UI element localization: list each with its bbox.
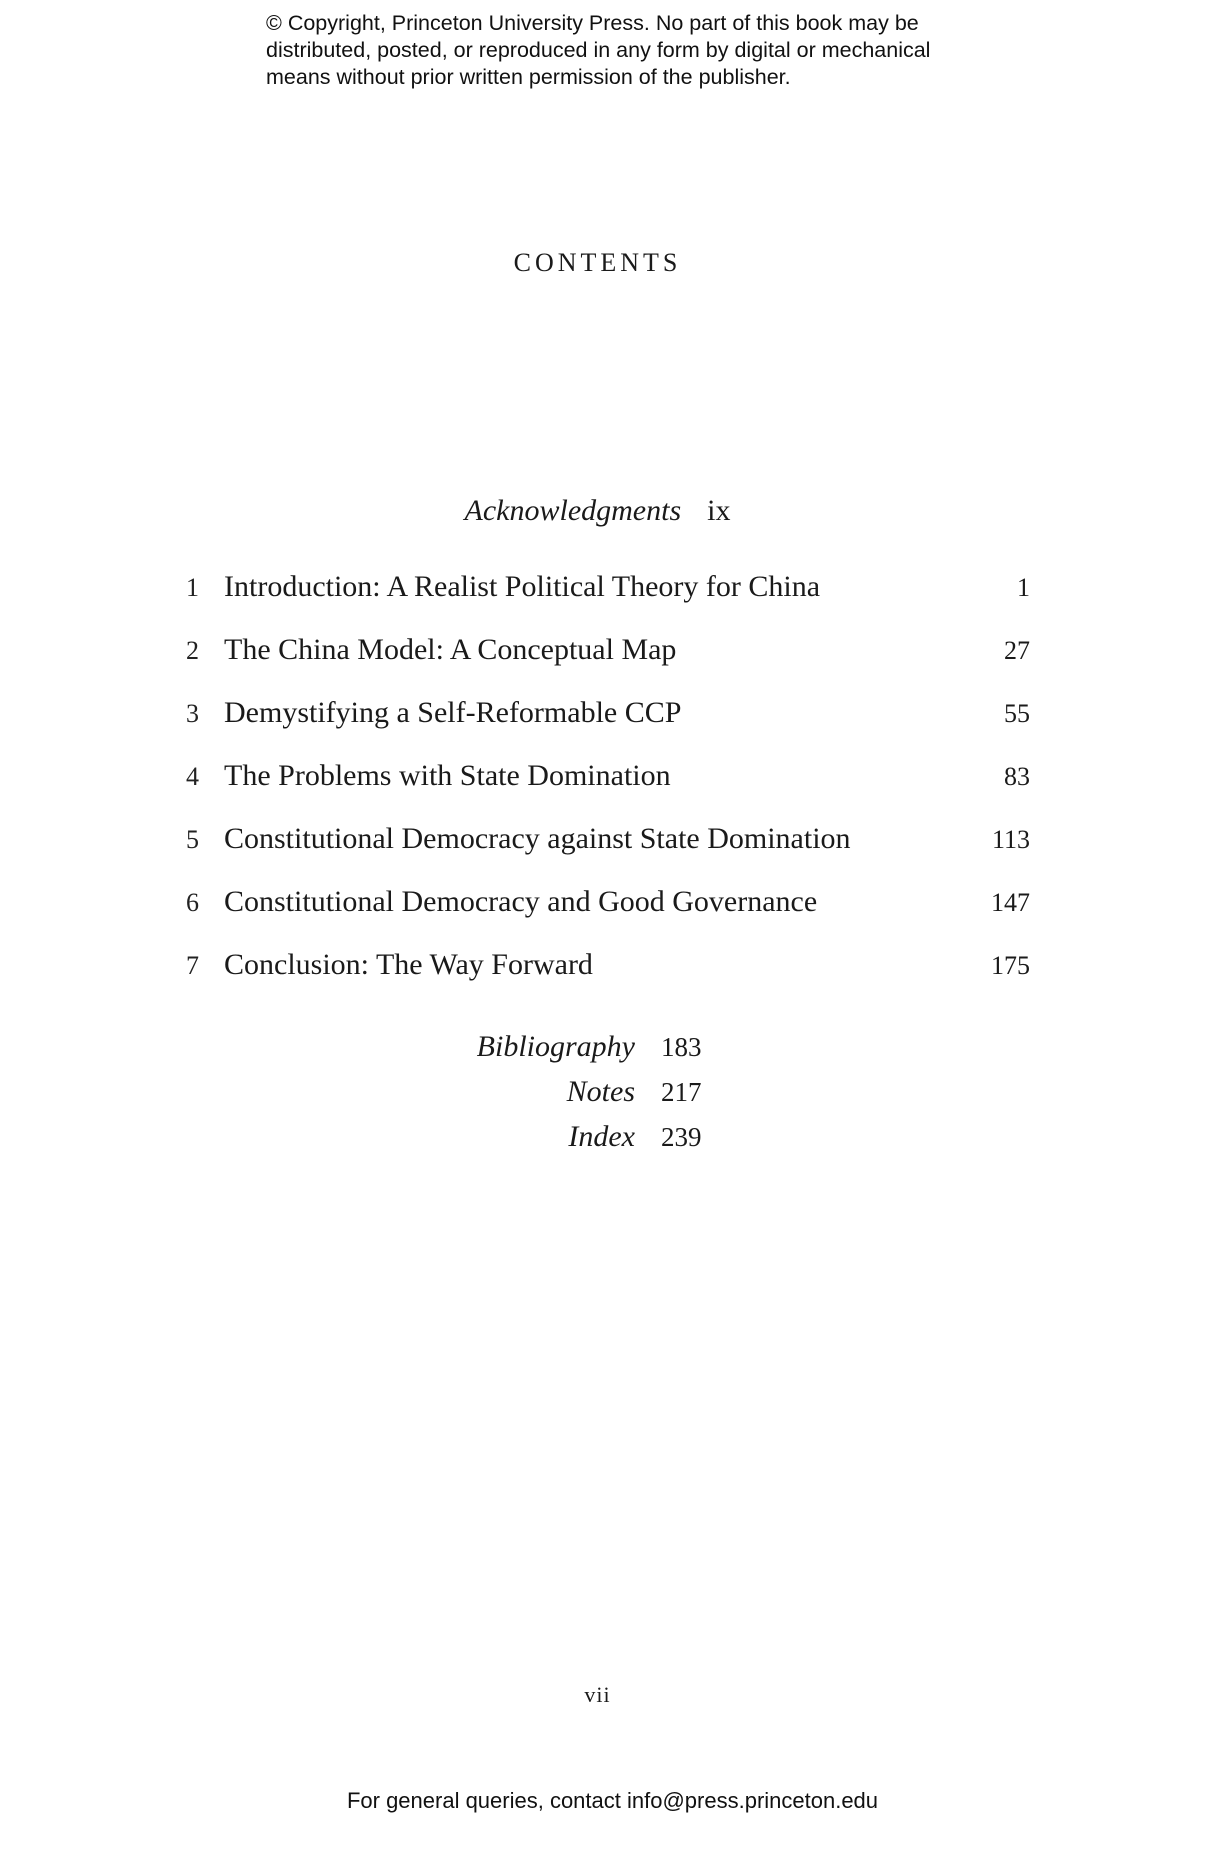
chapter-title: Constitutional Democracy against State Domination: [224, 822, 851, 855]
chapter-number: 5: [186, 825, 199, 854]
back-matter-page: 239: [661, 1122, 702, 1152]
back-matter-label: Bibliography: [476, 1030, 635, 1063]
toc-chapter-row[interactable]: [175, 570, 1030, 633]
toc-chapter-row[interactable]: [175, 696, 1030, 759]
back-matter-page: 217: [661, 1077, 702, 1107]
toc-chapter-row[interactable]: [175, 948, 1030, 1011]
back-matter-row[interactable]: [0, 1030, 1195, 1075]
toc-chapter-row[interactable]: [175, 633, 1030, 696]
toc-chapter-row[interactable]: [175, 822, 1030, 885]
chapter-page: 175: [991, 951, 1030, 980]
chapter-page: 113: [991, 825, 1030, 854]
copyright-notice: [266, 10, 986, 91]
chapter-number: 4: [186, 762, 199, 791]
copyright-line: © Copyright, Princeton University Press. No part of this book may be: [266, 11, 919, 35]
toc-front-matter: [0, 494, 1195, 528]
chapter-number: 2: [186, 636, 199, 665]
chapter-title: Demystifying a Self-Reformable CCP: [224, 696, 682, 729]
front-matter-label[interactable]: Acknowledgments: [464, 494, 682, 527]
chapter-title: Conclusion: The Way Forward: [224, 948, 593, 981]
chapter-title: The Problems with State Domination: [224, 759, 671, 792]
back-matter-row[interactable]: [0, 1120, 1195, 1165]
chapter-title: Constitutional Democracy and Good Governance: [224, 885, 818, 918]
chapter-title: Introduction: A Realist Political Theory for China: [224, 570, 821, 603]
chapter-page: 1: [1017, 573, 1030, 602]
back-matter-page: 183: [661, 1032, 702, 1062]
chapter-number: 7: [186, 951, 199, 980]
chapter-page: 55: [1004, 699, 1030, 728]
footer-contact: For general queries, contact info@press.princeton.edu: [346, 1788, 879, 1813]
toc-chapter-row[interactable]: [175, 759, 1030, 822]
back-matter-label: Notes: [566, 1075, 635, 1108]
chapter-title: The China Model: A Conceptual Map: [224, 633, 677, 666]
page-number: vii: [584, 1682, 611, 1707]
front-matter-page: ix: [707, 494, 731, 527]
toc-back-matter: [0, 1030, 1195, 1165]
back-matter-row[interactable]: [0, 1075, 1195, 1120]
chapter-number: 3: [186, 699, 199, 728]
page-title: CONTENTS: [513, 248, 682, 277]
chapter-page: 147: [991, 888, 1030, 917]
toc-chapter-list: [175, 570, 1030, 1011]
copyright-line: means without prior written permission of the publisher.: [266, 65, 791, 89]
toc-chapter-row[interactable]: [175, 885, 1030, 948]
chapter-page: 83: [1004, 762, 1030, 791]
back-matter-label: Index: [568, 1120, 635, 1153]
chapter-page: 27: [1004, 636, 1030, 665]
copyright-line: distributed, posted, or reproduced in any form by digital or mechanical: [266, 38, 931, 62]
chapter-number: 6: [186, 888, 199, 917]
chapter-number: 1: [186, 573, 199, 602]
